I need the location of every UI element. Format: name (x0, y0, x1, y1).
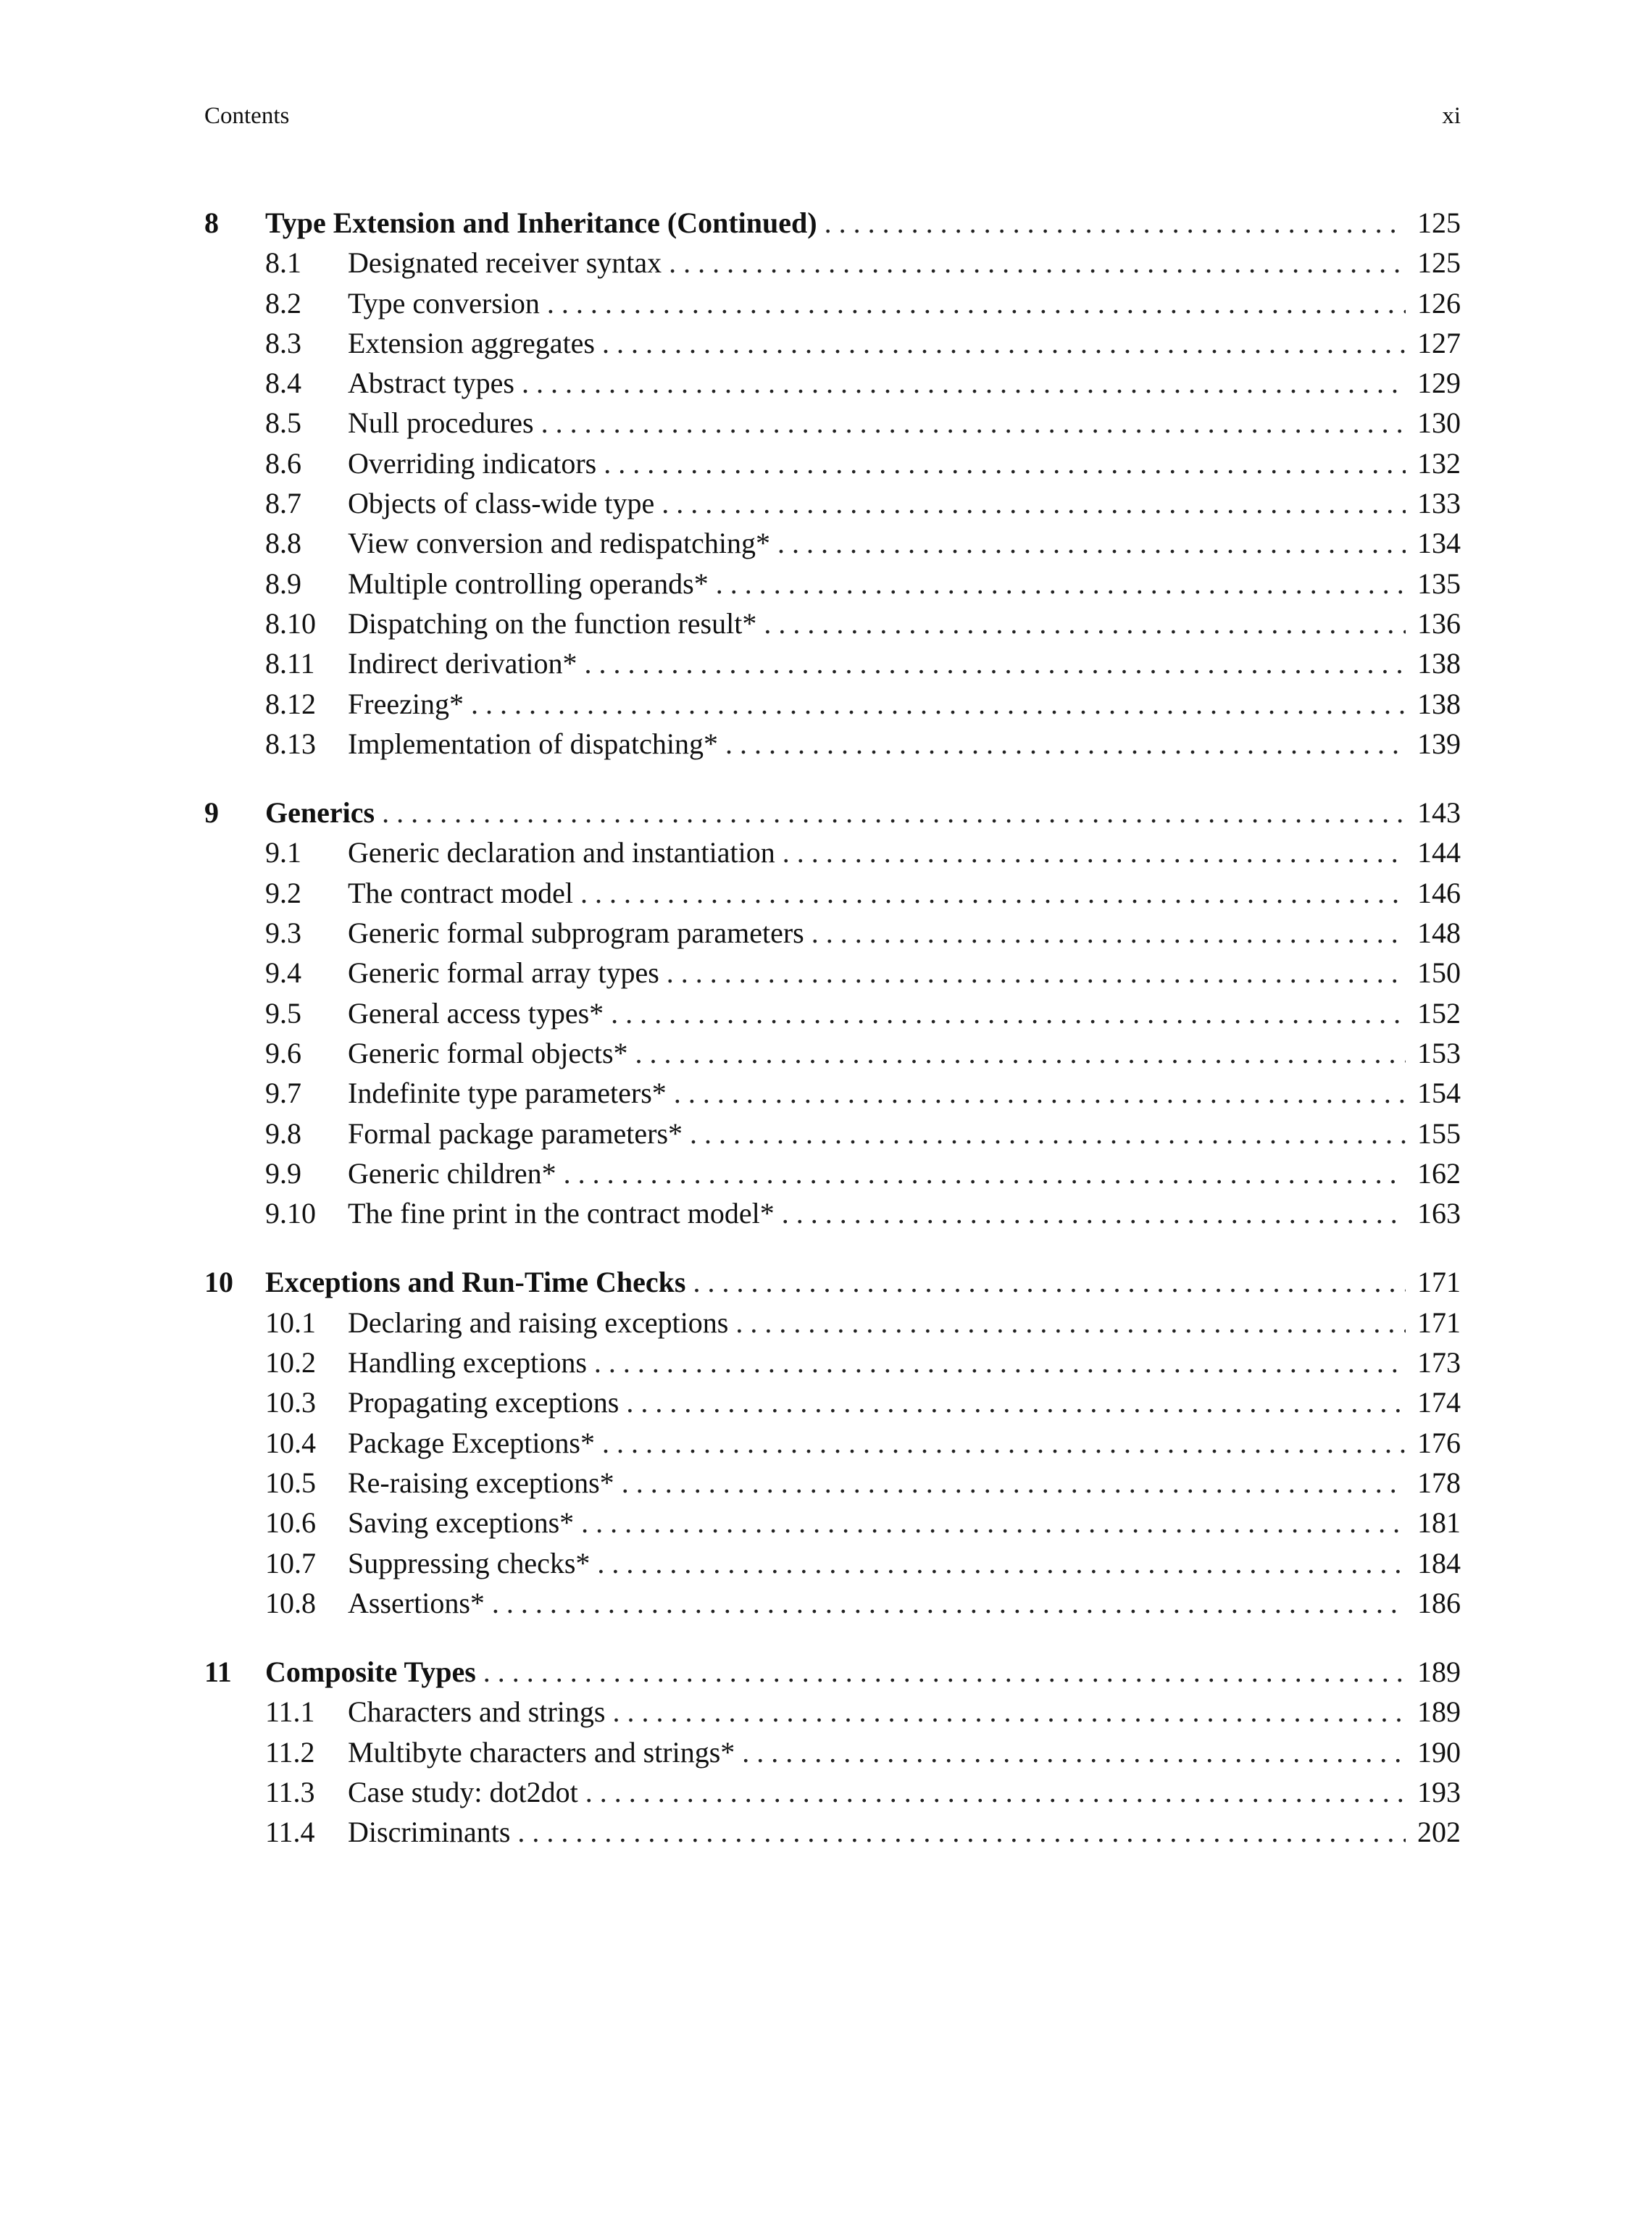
section-title: Dispatching on the function result* (348, 606, 757, 640)
chapter-block (204, 1265, 1461, 1626)
section-number: 10.5 (265, 1466, 316, 1499)
section-title: Null procedures (348, 406, 534, 440)
chapter-block (204, 206, 1461, 767)
section-title: Propagating exceptions (348, 1386, 620, 1419)
dot-leader (626, 1385, 1406, 1419)
section-number: 8.12 (265, 687, 316, 720)
section-entry[interactable] (204, 606, 1461, 646)
page-header (204, 100, 1461, 132)
section-entry[interactable] (204, 956, 1461, 995)
chapter-number: 8 (204, 206, 219, 239)
section-number: 8.8 (265, 527, 301, 560)
section-page: 138 (1417, 687, 1461, 720)
dot-leader (812, 916, 1406, 950)
section-number: 10.3 (265, 1386, 316, 1419)
section-number: 9.7 (265, 1077, 301, 1110)
section-entry[interactable] (204, 1116, 1461, 1156)
dot-leader (564, 1156, 1406, 1190)
section-entry[interactable] (204, 1036, 1461, 1076)
section-entry[interactable] (204, 1466, 1461, 1506)
dot-leader (492, 1586, 1406, 1620)
section-title: Designated receiver syntax (348, 246, 662, 280)
section-page: 135 (1417, 567, 1461, 600)
section-number: 10.4 (265, 1426, 316, 1459)
dot-leader (622, 1466, 1406, 1500)
dot-leader (612, 1695, 1406, 1729)
section-number: 8.13 (265, 727, 316, 760)
section-page: 171 (1417, 1306, 1461, 1339)
dot-leader (674, 1076, 1406, 1110)
section-entry[interactable] (204, 1426, 1461, 1466)
chapter-entry[interactable] (204, 1265, 1461, 1305)
section-title: Indirect derivation* (348, 647, 577, 680)
section-page: 178 (1417, 1466, 1461, 1499)
section-entry[interactable] (204, 916, 1461, 956)
section-number: 9.9 (265, 1156, 301, 1190)
chapter-block (204, 1655, 1461, 1855)
dot-leader (602, 1426, 1406, 1460)
chapter-page: 125 (1417, 206, 1461, 239)
section-number: 9.8 (265, 1116, 301, 1150)
section-entry[interactable] (204, 567, 1461, 606)
dot-leader (662, 486, 1406, 520)
chapter-block (204, 796, 1461, 1236)
section-entry[interactable] (204, 835, 1461, 875)
section-number: 10.2 (265, 1346, 316, 1379)
section-page: 150 (1417, 956, 1461, 990)
section-page: 126 (1417, 286, 1461, 320)
section-title: Formal package parameters* (348, 1116, 683, 1150)
dot-leader (604, 446, 1406, 480)
section-title: Suppressing checks* (348, 1546, 591, 1579)
section-number: 11.3 (265, 1775, 315, 1808)
dot-leader (471, 687, 1406, 721)
section-title: Abstract types (348, 367, 514, 400)
section-page: 176 (1417, 1426, 1461, 1459)
section-page: 125 (1417, 246, 1461, 280)
running-title: Contents (204, 103, 290, 129)
dot-leader (611, 996, 1406, 1030)
section-title: Extension aggregates (348, 326, 595, 359)
section-page: 144 (1417, 836, 1461, 869)
dot-leader (667, 956, 1406, 990)
chapter-title: Type Extension and Inheritance (Continued) (265, 206, 817, 239)
section-title: Generic children* (348, 1156, 556, 1190)
section-number: 9.4 (265, 956, 301, 990)
section-title: Characters and strings (348, 1695, 606, 1729)
dot-leader (483, 1655, 1406, 1689)
chapter-title: Exceptions and Run-Time Checks (265, 1266, 686, 1299)
section-page: 139 (1417, 727, 1461, 760)
section-page: 162 (1417, 1156, 1461, 1190)
dot-leader (735, 1306, 1406, 1340)
chapter-number: 10 (204, 1266, 233, 1299)
section-entry[interactable] (204, 1546, 1461, 1586)
section-page: 202 (1417, 1816, 1461, 1849)
section-title: Handling exceptions (348, 1346, 587, 1379)
dot-leader (580, 876, 1406, 910)
section-title: Freezing* (348, 687, 464, 720)
dot-leader (669, 246, 1406, 280)
section-entry[interactable] (204, 1076, 1461, 1116)
section-entry[interactable] (204, 1306, 1461, 1345)
section-title: Discriminants (348, 1816, 511, 1849)
section-title: Generic formal objects* (348, 1036, 628, 1069)
dot-leader (547, 286, 1406, 320)
dot-leader (825, 206, 1406, 240)
section-entry[interactable] (204, 526, 1461, 566)
page-number: xi (1442, 103, 1461, 129)
chapter-title: Composite Types (265, 1656, 476, 1689)
dot-leader (716, 567, 1406, 601)
section-number: 8.9 (265, 567, 301, 600)
dot-leader (742, 1735, 1406, 1769)
section-title: Case study: dot2dot (348, 1775, 578, 1808)
dot-leader (522, 366, 1406, 400)
dot-leader (635, 1036, 1406, 1070)
dot-leader (594, 1345, 1406, 1379)
dot-leader (783, 835, 1406, 869)
section-title: View conversion and redispatching* (348, 527, 770, 560)
section-number: 9.3 (265, 917, 301, 950)
section-entry[interactable] (204, 286, 1461, 326)
chapter-title: Generics (265, 796, 375, 830)
section-page: 152 (1417, 996, 1461, 1030)
section-page: 186 (1417, 1586, 1461, 1619)
section-title: The fine print in the contract model* (348, 1197, 775, 1230)
section-entry[interactable] (204, 687, 1461, 727)
dot-leader (585, 1775, 1406, 1809)
section-entry[interactable] (204, 1385, 1461, 1425)
section-title: Generic formal array types (348, 956, 659, 990)
section-title: Package Exceptions* (348, 1426, 595, 1459)
section-entry[interactable] (204, 366, 1461, 406)
dot-leader (690, 1116, 1406, 1151)
section-page: 163 (1417, 1197, 1461, 1230)
section-page: 173 (1417, 1346, 1461, 1379)
section-entry[interactable] (204, 1345, 1461, 1385)
section-number: 10.1 (265, 1306, 316, 1339)
section-number: 8.10 (265, 606, 316, 640)
section-entry[interactable] (204, 1775, 1461, 1815)
section-page: 148 (1417, 917, 1461, 950)
section-number: 8.1 (265, 246, 301, 280)
dot-leader (585, 646, 1406, 680)
section-entry[interactable] (204, 1735, 1461, 1775)
dot-leader (517, 1815, 1406, 1849)
section-entry[interactable] (204, 1695, 1461, 1735)
section-entry[interactable] (204, 326, 1461, 366)
section-page: 127 (1417, 326, 1461, 359)
section-number: 8.7 (265, 487, 301, 520)
dot-leader (777, 526, 1406, 560)
section-number: 10.8 (265, 1586, 316, 1619)
section-entry[interactable] (204, 1586, 1461, 1626)
section-page: 190 (1417, 1735, 1461, 1769)
section-title: Multibyte characters and strings* (348, 1735, 735, 1769)
dot-leader (764, 606, 1406, 640)
section-entry[interactable] (204, 646, 1461, 686)
section-page: 193 (1417, 1775, 1461, 1808)
section-entry[interactable] (204, 406, 1461, 446)
section-page: 184 (1417, 1546, 1461, 1579)
section-page: 129 (1417, 367, 1461, 400)
dot-leader (597, 1546, 1406, 1580)
section-page: 174 (1417, 1386, 1461, 1419)
table-of-contents (204, 206, 1461, 1884)
section-entry[interactable] (204, 996, 1461, 1036)
section-entry[interactable] (204, 246, 1461, 285)
section-number: 11.4 (265, 1816, 315, 1849)
chapter-page: 143 (1417, 796, 1461, 830)
section-title: Multiple controlling operands* (348, 567, 709, 600)
section-entry[interactable] (204, 486, 1461, 526)
section-page: 130 (1417, 406, 1461, 440)
dot-leader (782, 1196, 1406, 1230)
chapter-entry[interactable] (204, 796, 1461, 835)
section-entry[interactable] (204, 727, 1461, 767)
chapter-number: 11 (204, 1656, 232, 1689)
section-page: 155 (1417, 1116, 1461, 1150)
section-number: 10.7 (265, 1546, 316, 1579)
section-number: 8.4 (265, 367, 301, 400)
section-number: 8.3 (265, 326, 301, 359)
section-title: Saving exceptions* (348, 1506, 575, 1540)
dot-leader (602, 326, 1406, 360)
section-title: The contract model (348, 876, 573, 909)
section-page: 153 (1417, 1036, 1461, 1069)
dot-leader (541, 406, 1406, 440)
section-number: 9.10 (265, 1197, 316, 1230)
section-number: 9.2 (265, 876, 301, 909)
dot-leader (581, 1506, 1406, 1540)
section-title: Objects of class-wide type (348, 487, 655, 520)
section-number: 9.5 (265, 996, 301, 1030)
dot-leader (725, 727, 1406, 761)
section-entry[interactable] (204, 446, 1461, 486)
chapter-page: 189 (1417, 1656, 1461, 1689)
section-entry[interactable] (204, 1815, 1461, 1855)
section-title: Indefinite type parameters* (348, 1077, 667, 1110)
section-title: Assertions* (348, 1586, 485, 1619)
section-entry[interactable] (204, 876, 1461, 916)
section-title: General access types* (348, 996, 604, 1030)
section-title: Type conversion (348, 286, 540, 320)
section-number: 9.1 (265, 836, 301, 869)
section-number: 11.2 (265, 1735, 315, 1769)
section-title: Overriding indicators (348, 446, 597, 480)
section-page: 181 (1417, 1506, 1461, 1540)
section-title: Generic declaration and instantiation (348, 836, 775, 869)
chapter-entry[interactable] (204, 206, 1461, 246)
section-number: 11.1 (265, 1695, 315, 1729)
section-title: Implementation of dispatching* (348, 727, 718, 760)
section-page: 132 (1417, 446, 1461, 480)
section-number: 9.6 (265, 1036, 301, 1069)
section-entry[interactable] (204, 1506, 1461, 1545)
section-title: Generic formal subprogram parameters (348, 917, 804, 950)
section-number: 8.6 (265, 446, 301, 480)
section-number: 8.11 (265, 647, 315, 680)
section-page: 136 (1417, 606, 1461, 640)
section-page: 138 (1417, 647, 1461, 680)
section-entry[interactable] (204, 1156, 1461, 1196)
chapter-number: 9 (204, 796, 219, 830)
section-page: 146 (1417, 876, 1461, 909)
section-entry[interactable] (204, 1196, 1461, 1236)
section-page: 134 (1417, 527, 1461, 560)
chapter-page: 171 (1417, 1266, 1461, 1299)
section-number: 10.6 (265, 1506, 316, 1540)
section-number: 8.5 (265, 406, 301, 440)
section-page: 189 (1417, 1695, 1461, 1729)
section-title: Re-raising exceptions* (348, 1466, 614, 1499)
section-number: 8.2 (265, 286, 301, 320)
chapter-entry[interactable] (204, 1655, 1461, 1695)
dot-leader (693, 1265, 1406, 1299)
dot-leader (382, 796, 1406, 830)
section-page: 154 (1417, 1077, 1461, 1110)
section-title: Declaring and raising exceptions (348, 1306, 729, 1339)
section-page: 133 (1417, 487, 1461, 520)
